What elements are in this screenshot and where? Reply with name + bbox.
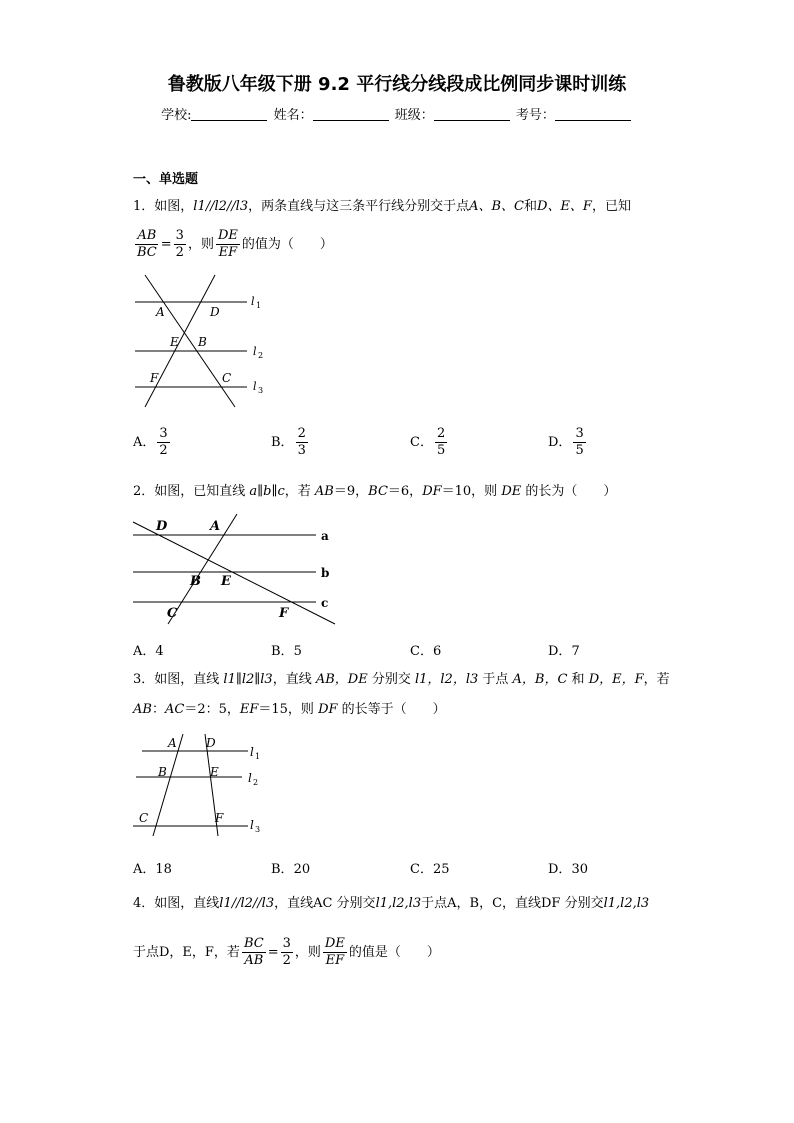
svg-text:D: D [206,736,216,750]
number-blank[interactable] [555,108,631,121]
q1-option-c[interactable]: C． $\frac{2}{5}$ [410,426,446,458]
svg-text:E: E [221,574,231,589]
svg-text:F: F [150,371,159,385]
svg-text:D: D [156,519,168,534]
svg-text:a: a [321,529,329,543]
q1-fraction-de-ef: $\frac{DE}{EF}$ [217,228,238,260]
q4-fraction-3-2: $\frac{3}{2}$ [282,936,291,968]
name-blank[interactable] [313,108,389,121]
svg-text:1: 1 [256,301,262,310]
svg-text:l: l [251,295,255,308]
svg-text:l: l [253,380,257,393]
q1-option-a[interactable]: A． $\frac{3}{2}$ [133,426,168,458]
svg-text:B: B [158,765,167,779]
svg-text:l: l [250,745,254,759]
svg-text:B: B [190,574,201,589]
page-title: 鲁教版八年级下册 9.2 平行线分线段成比例同步课时训练 [167,74,627,95]
q3-option-b[interactable]: B．20 [271,862,311,877]
q3-stem-line1: 3．如图，直线 l1∥l2∥l3，直线 AB，DE 分别交 l1，l2，l3 于点 A，B，C 和 D，E，F，若 [133,672,670,687]
svg-text:F: F [279,606,289,621]
class-blank[interactable] [434,108,510,121]
svg-text:A: A [210,519,221,534]
q2-stem: 2．如图，已知直线 a∥b∥c，若 AB＝9，BC＝6，DF＝10，则 DE 的长为（ ） [133,484,617,499]
q2-option-c[interactable]: C．6 [410,644,442,659]
q3-option-c[interactable]: C．25 [410,862,450,877]
class-label: 班级： [394,108,434,123]
q2-figure [130,510,340,630]
q3-option-a[interactable]: A．18 [133,862,172,877]
q4-stem-line2: 于点D，E，F，若 $\frac{BC}{AB}$ = $\frac{3}{2}$ ，则 $\frac{DE}{EF}$ 的值是（ ） [133,936,440,968]
svg-text:l: l [253,345,257,358]
q1-stem-line1: 1．如图，l1//l2//l3，两条直线与这三条平行线分别交于点A、B、C和D、E、F，已知 [133,199,631,214]
svg-text:2: 2 [258,351,264,360]
svg-text:l: l [250,818,254,832]
q2-option-a[interactable]: A．4 [133,644,164,659]
svg-text:b: b [321,566,330,580]
svg-text:B: B [198,335,207,349]
q3-stem-line2: AB：AC＝2：5，EF＝15，则 DF 的长等于（ ） [133,702,446,717]
section-title: 一、单选题 [133,172,199,187]
svg-text:3: 3 [258,386,264,395]
svg-text:A: A [168,736,177,750]
q1-fraction-ab-bc: $\frac{AB}{BC}$ [137,228,157,260]
school-blank[interactable] [191,108,267,121]
q1-fraction-3-2: $\frac{3}{2}$ [175,228,184,260]
svg-text:F: F [215,811,224,825]
q2-option-d[interactable]: D．7 [548,644,580,659]
svg-text:l: l [248,771,252,785]
svg-text:C: C [222,371,232,385]
svg-text:D: D [210,305,220,319]
svg-text:C: C [167,606,178,621]
svg-text:C: C [139,811,149,825]
q4-fraction-de-ef: $\frac{DE}{EF}$ [324,936,345,968]
q1-option-d[interactable]: D． $\frac{3}{5}$ [548,426,584,458]
svg-text:E: E [170,335,179,349]
q1-stem-line2: $\frac{AB}{BC}$ = $\frac{3}{2}$ ，则 $\frac{DE}{EF}$ 的值为（ ） [137,228,333,260]
svg-text:1: 1 [255,752,261,761]
name-label: 姓名： [273,108,313,123]
svg-text:3: 3 [255,825,261,834]
svg-text:E: E [210,765,219,779]
svg-text:c: c [321,596,329,610]
q3-option-d[interactable]: D．30 [548,862,588,877]
q4-stem-line1: 4．如图，直线l1//l2//l3，直线AC 分别交l1,l2,l3于点A，B，C，直线DF 分别交l1,l2,l3 [133,896,650,911]
q1-option-b[interactable]: B． $\frac{2}{3}$ [271,426,306,458]
q1-condition: l1//l2//l3 [193,199,249,214]
school-label: 学校: [161,108,192,123]
q1-figure [130,270,270,410]
q2-option-b[interactable]: B．5 [271,644,302,659]
svg-text:2: 2 [253,778,259,787]
q4-fraction-bc-ab: $\frac{BC}{AB}$ [243,936,264,968]
svg-text:A: A [156,305,165,319]
q3-figure [130,732,270,837]
number-label: 考号： [515,108,555,123]
student-info-line [0,104,794,123]
